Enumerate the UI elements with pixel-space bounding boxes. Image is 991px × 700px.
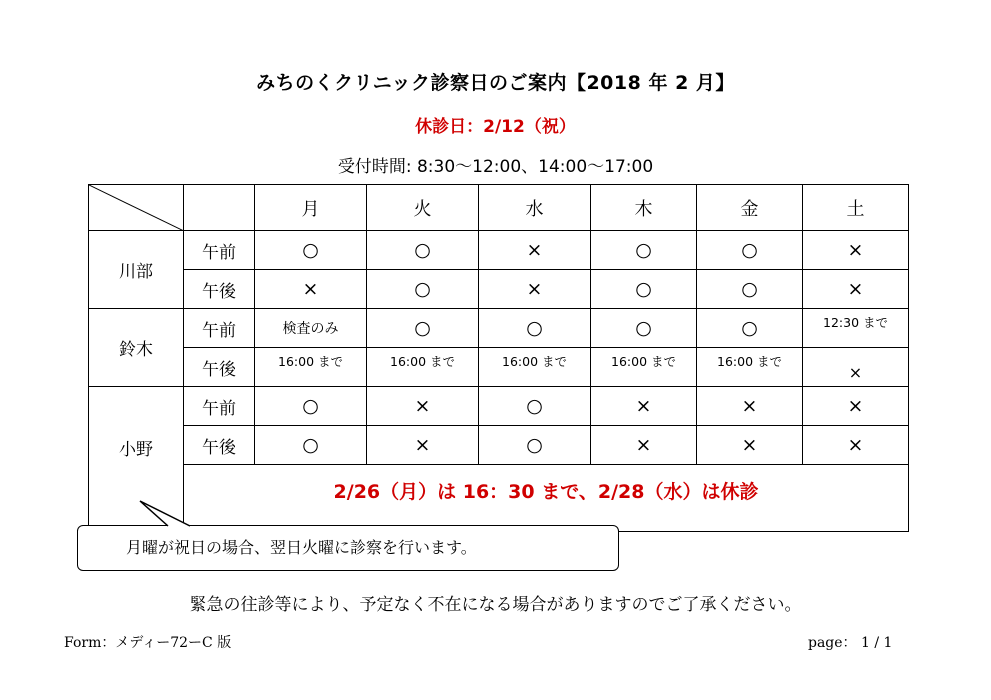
schedule-cell: ×	[803, 270, 909, 309]
special-note: 2/26（月）は 16：30 まで、2/28（水）は休診	[184, 465, 909, 532]
schedule-cell: ○	[591, 231, 697, 270]
schedule-cell: ○	[255, 426, 367, 465]
schedule-cell: 検査のみ	[255, 309, 367, 348]
schedule-cell: ○	[479, 426, 591, 465]
table-row	[89, 465, 909, 532]
schedule-cell: ○	[591, 309, 697, 348]
schedule-cell: 16:00 まで	[697, 348, 803, 387]
schedule-cell: 16:00 まで	[479, 348, 591, 387]
schedule-cell: ×	[697, 426, 803, 465]
schedule-cell: ×	[803, 231, 909, 270]
schedule-cell: ○	[697, 231, 803, 270]
schedule-cell: ○	[591, 270, 697, 309]
doctor-name: 川部	[89, 231, 184, 309]
period-header-cell	[184, 185, 255, 231]
table-row	[89, 348, 909, 387]
schedule-cell: ○	[479, 309, 591, 348]
schedule-cell: 16:00 まで	[591, 348, 697, 387]
callout-bubble: 月曜が祝日の場合、翌日火曜に診察を行います。	[77, 525, 619, 571]
doctor-name: 鈴木	[89, 309, 184, 387]
schedule-cell: ×	[367, 426, 479, 465]
doctor-name: 小野	[89, 387, 184, 532]
table-row	[89, 426, 909, 465]
schedule-cell: ○	[367, 270, 479, 309]
schedule-cell: ×	[803, 387, 909, 426]
schedule-cell: ×	[803, 426, 909, 465]
table-row	[89, 231, 909, 270]
diagonal-line-icon	[89, 185, 184, 231]
schedule-cell: ○	[255, 231, 367, 270]
schedule-cell: ×	[803, 348, 909, 387]
day-header: 土	[803, 185, 909, 231]
schedule-cell: 16:00 まで	[255, 348, 367, 387]
footer-form: Form：メディー72ーC 版	[64, 635, 232, 651]
schedule-cell: ×	[479, 270, 591, 309]
day-header: 火	[367, 185, 479, 231]
schedule-cell: ○	[697, 270, 803, 309]
schedule-cell: 12:30 まで	[803, 309, 909, 348]
holiday-notice: 休診日：2/12（祝）	[415, 117, 576, 137]
schedule-cell: 16:00 まで	[367, 348, 479, 387]
schedule-cell: ○	[479, 387, 591, 426]
day-header: 月	[255, 185, 367, 231]
period-label: 午前	[184, 231, 255, 270]
table-row	[89, 309, 909, 348]
urgent-notice: 緊急の往診等により、予定なく不在になる場合がありますのでご了承ください。	[189, 595, 802, 615]
schedule-cell: ×	[591, 426, 697, 465]
day-header: 水	[479, 185, 591, 231]
schedule-cell: ×	[697, 387, 803, 426]
corner-cell	[89, 185, 184, 231]
table-row	[89, 270, 909, 309]
schedule-cell: ×	[367, 387, 479, 426]
day-header: 木	[591, 185, 697, 231]
schedule-cell: ×	[479, 231, 591, 270]
schedule-cell: ○	[367, 309, 479, 348]
table-row	[89, 387, 909, 426]
page-title: みちのくクリニック診察日のご案内【2018 年 2 月】	[256, 72, 735, 94]
schedule-cell: ×	[255, 270, 367, 309]
day-header: 金	[697, 185, 803, 231]
schedule-cell: ○	[367, 231, 479, 270]
header-row	[89, 185, 909, 231]
period-label: 午後	[184, 348, 255, 387]
schedule-cell: ○	[697, 309, 803, 348]
schedule-table	[88, 184, 909, 532]
reception-hours: 受付時間: 8:30～12:00、14:00～17:00	[337, 157, 654, 177]
period-label: 午前	[184, 309, 255, 348]
schedule-cell: ×	[591, 387, 697, 426]
footer-page: page： 1 / 1	[808, 635, 893, 651]
period-label: 午後	[184, 426, 255, 465]
callout-tail-icon	[130, 498, 200, 528]
schedule-cell: ○	[255, 387, 367, 426]
period-label: 午後	[184, 270, 255, 309]
period-label: 午前	[184, 387, 255, 426]
